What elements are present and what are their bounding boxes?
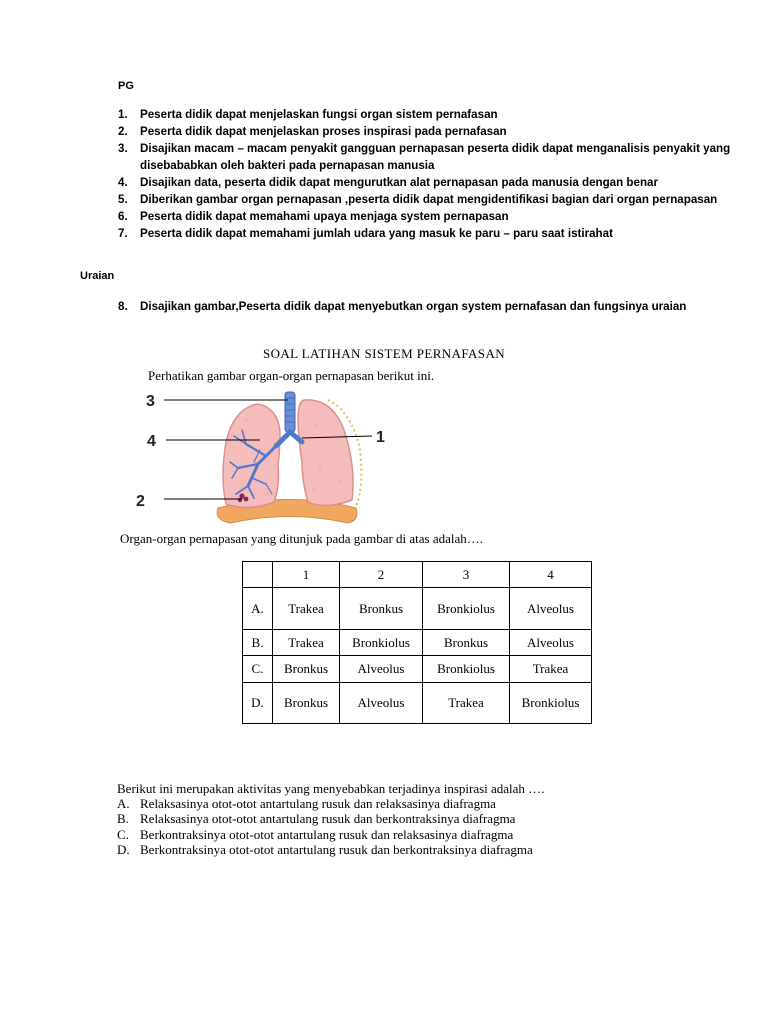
question-1: Organ-organ pernapasan yang ditunjuk pada gambar di atas adalah…. bbox=[120, 531, 484, 546]
lungs-diagram bbox=[130, 386, 430, 536]
objective-number: 1. bbox=[118, 108, 128, 121]
table-cell: Bronkiolus bbox=[423, 656, 510, 683]
table-cell: Bronkus bbox=[273, 683, 340, 724]
table-cell: Bronkus bbox=[340, 588, 423, 630]
question-2-options bbox=[117, 796, 533, 857]
objective-text: Peserta didik dapat memahami jumlah udara yang masuk ke paru – paru saat istirahat bbox=[140, 227, 613, 240]
exercise-instruction: Perhatikan gambar organ-organ pernapasan berikut ini. bbox=[148, 368, 435, 383]
option-text: Berkontraksinya otot-otot antartulang rusuk dan berkontraksinya diafragma bbox=[140, 841, 533, 857]
table-cell: Bronkiolus bbox=[510, 683, 592, 724]
table-row bbox=[243, 683, 592, 724]
table-cell: Bronkus bbox=[423, 630, 510, 656]
option-label: C. bbox=[243, 656, 273, 683]
table-cell: Bronkiolus bbox=[423, 588, 510, 630]
objective-number: 2. bbox=[118, 125, 128, 138]
uraian-text: Disajikan gambar,Peserta didik dapat menyebutkan organ system pernafasan dan fungsinya uraian bbox=[140, 300, 687, 313]
table-cell: Bronkiolus bbox=[340, 630, 423, 656]
option-text: Relaksasinya otot-otot antartulang rusuk dan relaksasinya diafragma bbox=[140, 796, 496, 811]
objective-text: Diberikan gambar organ pernapasan ,peserta didik dapat mengidentifikasi bagian dari organ pernapasan bbox=[140, 193, 718, 206]
objective-text: Disajikan macam – macam penyakit gangguan pernapasan peserta didik dapat menganalisis penyakit yang disebababkan oleh bakteri pada pernapasan manusia bbox=[140, 142, 731, 172]
section-label-pg: PG bbox=[118, 80, 134, 92]
table-header-cell: 2 bbox=[340, 562, 423, 588]
objective-text: Disajikan data, peserta didik dapat mengurutkan alat pernapasan pada manusia dengan benar bbox=[140, 176, 659, 189]
label-3: 3 bbox=[146, 393, 155, 410]
uraian-number: 8. bbox=[118, 300, 128, 313]
table-row bbox=[243, 630, 592, 656]
option-item bbox=[117, 811, 533, 826]
table-header-cell: 3 bbox=[423, 562, 510, 588]
objective-item bbox=[118, 225, 738, 242]
table-row bbox=[243, 656, 592, 683]
option-item bbox=[117, 796, 533, 811]
option-text: Relaksasinya otot-otot antartulang rusuk dan berkontraksinya diafragma bbox=[140, 811, 516, 827]
option-item bbox=[117, 827, 533, 842]
exercise-title: SOAL LATIHAN SISTEM PERNAFASAN bbox=[262, 346, 506, 361]
objective-item bbox=[118, 106, 738, 123]
option-item bbox=[117, 842, 533, 857]
option-letter: B. bbox=[117, 811, 129, 827]
table-cell: Alveolus bbox=[340, 683, 423, 724]
section-label-uraian: Uraian bbox=[80, 270, 115, 282]
answer-table bbox=[242, 561, 592, 724]
objective-text: Peserta didik dapat menjelaskan fungsi organ sistem pernafasan bbox=[140, 108, 498, 121]
objective-number: 3. bbox=[118, 142, 128, 155]
table-corner bbox=[243, 562, 273, 588]
objective-number: 4. bbox=[118, 176, 128, 189]
table-cell: Alveolus bbox=[510, 630, 592, 656]
option-letter: A. bbox=[117, 796, 130, 811]
table-row bbox=[243, 588, 592, 630]
option-label: D. bbox=[243, 683, 273, 724]
label-4: 4 bbox=[147, 433, 156, 450]
objective-number: 6. bbox=[118, 210, 128, 223]
objective-item bbox=[118, 174, 738, 191]
label-2: 2 bbox=[136, 493, 145, 510]
option-letter: D. bbox=[117, 841, 130, 857]
table-header-row bbox=[243, 562, 592, 588]
table-cell: Trakea bbox=[510, 656, 592, 683]
objectives-list bbox=[118, 106, 738, 242]
option-text: Berkontraksinya otot-otot antartulang rusuk dan relaksasinya diafragma bbox=[140, 826, 514, 842]
table-header-cell: 1 bbox=[273, 562, 340, 588]
table-cell: Bronkus bbox=[273, 656, 340, 683]
table-cell: Trakea bbox=[423, 683, 510, 724]
objective-text: Peserta didik dapat memahami upaya menjaga system pernapasan bbox=[140, 210, 509, 223]
question-2: Berikut ini merupakan aktivitas yang menyebabkan terjadinya inspirasi adalah …. bbox=[117, 781, 545, 796]
objective-number: 5. bbox=[118, 193, 128, 206]
uraian-item bbox=[118, 298, 758, 315]
objective-item bbox=[118, 208, 738, 225]
table-cell: Trakea bbox=[273, 630, 340, 656]
table-cell: Alveolus bbox=[340, 656, 423, 683]
option-label: B. bbox=[243, 630, 273, 656]
label-1: 1 bbox=[376, 429, 385, 446]
objective-text: Peserta didik dapat menjelaskan proses inspirasi pada pernafasan bbox=[140, 125, 507, 138]
objective-item bbox=[118, 191, 738, 208]
table-header-cell: 4 bbox=[510, 562, 592, 588]
uraian-list bbox=[118, 298, 758, 315]
table-cell: Alveolus bbox=[510, 588, 592, 630]
table-cell: Trakea bbox=[273, 588, 340, 630]
objective-item bbox=[118, 140, 738, 174]
option-label: A. bbox=[243, 588, 273, 630]
objective-number: 7. bbox=[118, 227, 128, 240]
objective-item bbox=[118, 123, 738, 140]
option-letter: C. bbox=[117, 826, 129, 842]
